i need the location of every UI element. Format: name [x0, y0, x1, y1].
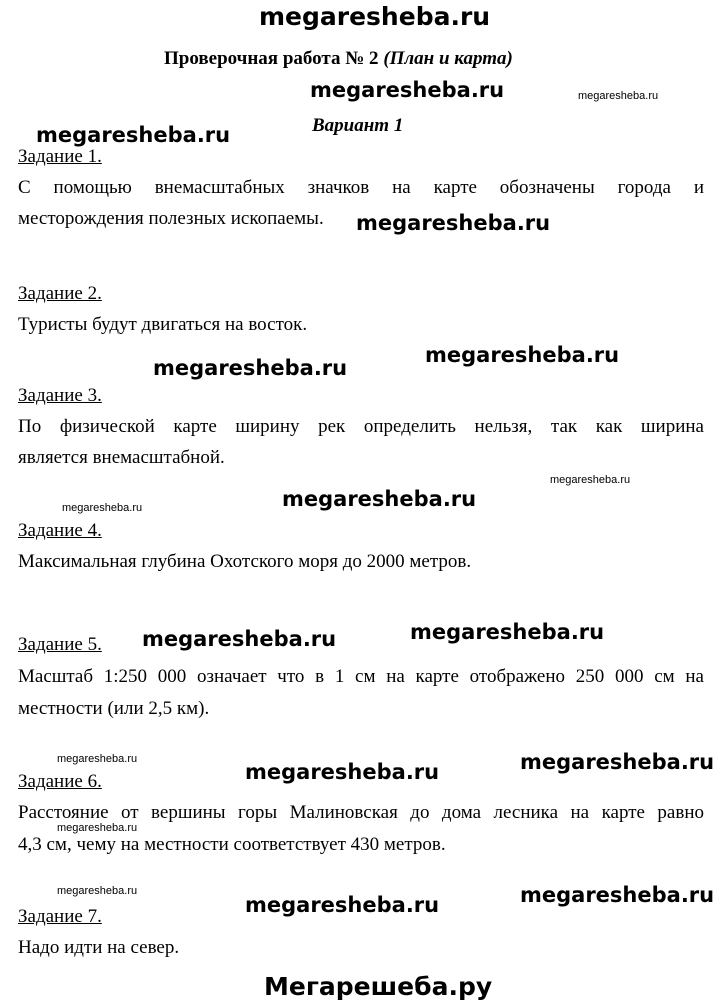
watermark-small: megaresheba.ru [550, 474, 631, 486]
task-6-line-2: 4,3 см, чему на местности соответствует 430 метров. [18, 834, 446, 855]
task-5-line-2: местности (или 2,5 км). [18, 698, 210, 719]
task-2-line-1: Туристы будут двигаться на восток. [18, 314, 308, 335]
task-5-label: Задание 5. [18, 634, 102, 655]
task-6-line-1: Расстояние от вершины горы Малиновская до дома лесника на карте равно [18, 802, 704, 823]
task-1-line-2: месторождения полезных ископаемы. [18, 208, 324, 229]
task-4-label: Задание 4. [18, 520, 102, 541]
watermark: megaresheba.ru [153, 356, 348, 380]
watermark-small: megaresheba.ru [57, 822, 138, 834]
watermark: megaresheba.ru [356, 211, 551, 235]
task-5-line-1: Масштаб 1:250 000 означает что в 1 см на карте отображено 250 000 см на [18, 666, 704, 687]
page-title: Проверочная работа № 2 (План и карта) [164, 48, 513, 69]
watermark-small: megaresheba.ru [62, 502, 143, 514]
task-6-label: Задание 6. [18, 771, 102, 792]
watermark: megaresheba.ru [142, 627, 337, 651]
watermark-small: megaresheba.ru [57, 753, 138, 765]
top-watermark: megaresheba.ru [259, 2, 491, 31]
watermark: megaresheba.ru [520, 883, 715, 907]
watermark-small: megaresheba.ru [578, 90, 659, 102]
task-1-line-1: С помощью внемасштабных значков на карте обозначены города и [18, 177, 704, 198]
task-3-line-1: По физической карте ширину рек определить нельзя, так как ширина [18, 416, 704, 437]
page-subtitle: (План и карта) [383, 48, 513, 69]
task-4-line-1: Максимальная глубина Охотского моря до 2000 метров. [18, 551, 472, 572]
watermark: megaresheba.ru [36, 123, 231, 147]
variant-label: Вариант 1 [312, 115, 404, 136]
watermark: megaresheba.ru [410, 620, 605, 644]
bottom-watermark: Мегарешеба.ру [264, 972, 493, 1001]
task-7-label: Задание 7. [18, 906, 102, 927]
task-2-label: Задание 2. [18, 283, 102, 304]
watermark-small: megaresheba.ru [57, 885, 138, 897]
watermark: megaresheba.ru [282, 487, 477, 511]
watermark: megaresheba.ru [245, 760, 440, 784]
watermark: megaresheba.ru [520, 750, 715, 774]
watermark: megaresheba.ru [425, 343, 620, 367]
task-3-label: Задание 3. [18, 385, 102, 406]
task-7-line-1: Надо идти на север. [18, 937, 180, 958]
task-3-line-2: является внемасштабной. [18, 447, 225, 468]
watermark: megaresheba.ru [310, 78, 505, 102]
watermark: megaresheba.ru [245, 893, 440, 917]
task-1-label: Задание 1. [18, 146, 102, 167]
